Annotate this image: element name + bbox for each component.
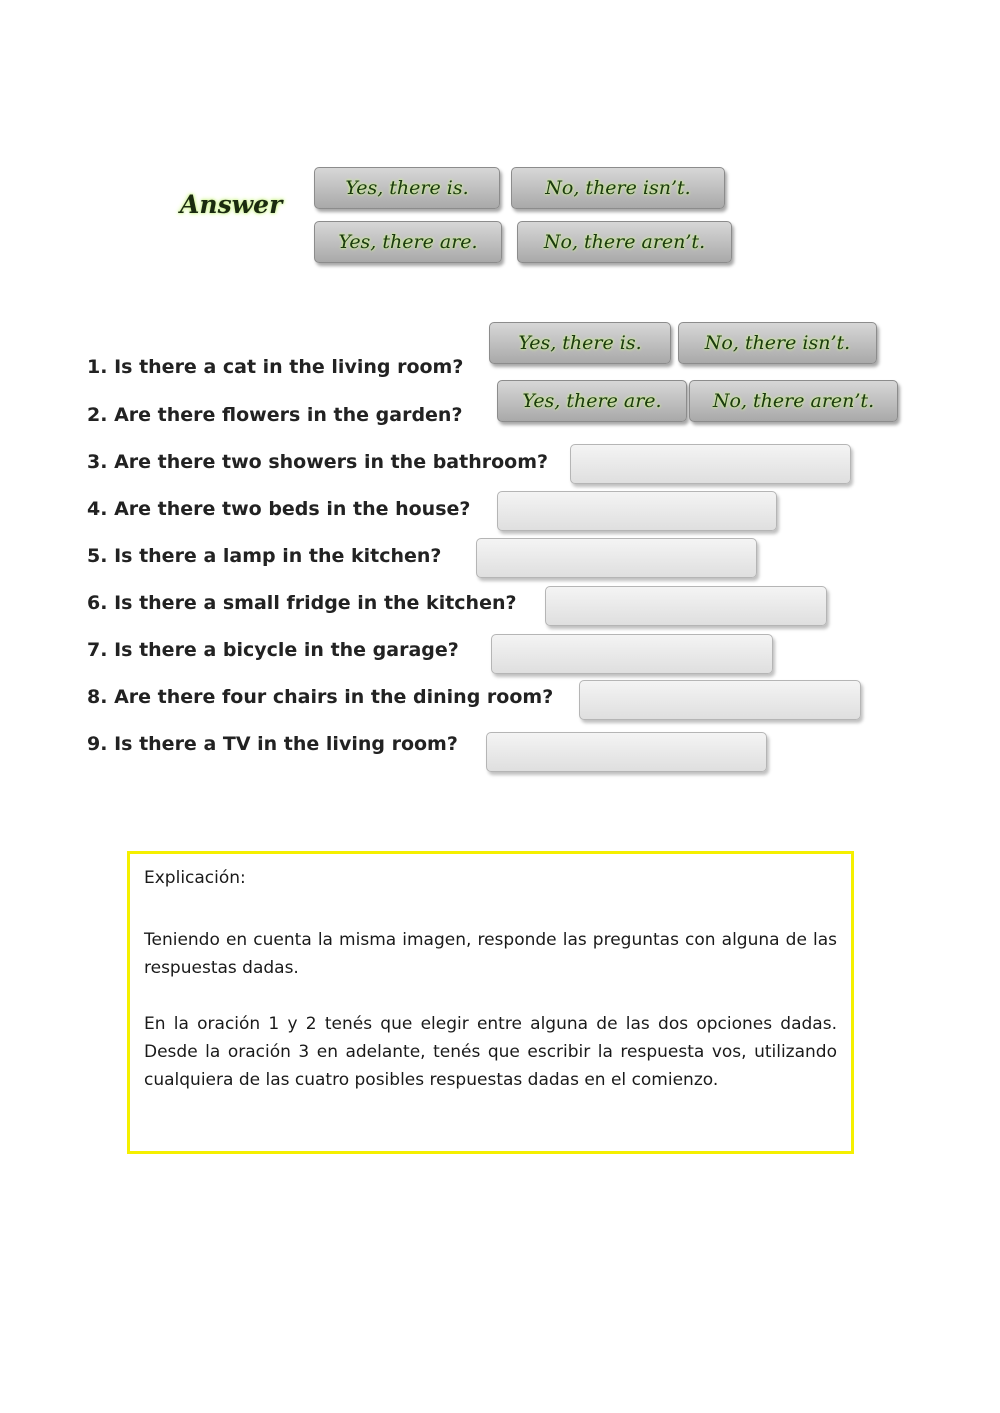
q1-choice-yes-there-is[interactable]: Yes, there is. [489,322,671,364]
question-number: 4. [87,498,108,520]
question-text: Are there two beds in the house? [114,498,471,520]
question-7 [87,639,459,661]
question-3 [87,451,548,473]
question-text: Is there a lamp in the kitchen? [114,545,442,567]
q9-answer-input[interactable] [486,732,767,772]
question-number: 9. [87,733,108,755]
question-number: 8. [87,686,108,708]
question-text: Is there a TV in the living room? [114,733,458,755]
explanation-paragraph-2: En la oración 1 y 2 tenés que elegir entre alguna de las dos opciones dadas. Desde la oración 3 en adelante, tenés que escribir la respuesta vos, utilizando cualquiera de las cuatro posibles respuestas dadas en el comienzo. [144,1014,837,1090]
question-2 [87,404,462,426]
explanation-box [127,851,854,1154]
question-text: Are there flowers in the garden? [114,404,463,426]
question-number: 6. [87,592,108,614]
question-number: 5. [87,545,108,567]
q1-choice-no-there-isnt[interactable]: No, there isn’t. [678,322,877,364]
question-text: Is there a cat in the living room? [114,356,464,378]
answer-option-no-there-arent: No, there aren’t. [517,221,732,263]
explanation-heading: Explicación: [144,868,246,888]
question-text: Is there a small fridge in the kitchen? [114,592,517,614]
question-9 [87,733,458,755]
q2-choice-yes-there-are[interactable]: Yes, there are. [497,380,687,422]
question-number: 7. [87,639,108,661]
question-8 [87,686,553,708]
answer-title: Answer [180,190,283,219]
q4-answer-input[interactable] [497,491,777,531]
q7-answer-input[interactable] [491,634,773,674]
question-number: 3. [87,451,108,473]
q8-answer-input[interactable] [579,680,861,720]
answer-option-yes-there-is: Yes, there is. [314,167,500,209]
q2-choice-no-there-arent[interactable]: No, there aren’t. [689,380,898,422]
q6-answer-input[interactable] [545,586,827,626]
question-1 [87,356,463,378]
question-text: Are there two showers in the bathroom? [114,451,549,473]
question-number: 1. [87,356,108,378]
question-text: Are there four chairs in the dining room? [114,686,554,708]
explanation-paragraph-1: Teniendo en cuenta la misma imagen, responde las preguntas con alguna de las respuestas dadas. [144,930,837,978]
answer-option-yes-there-are: Yes, there are. [314,221,502,263]
question-5 [87,545,441,567]
question-number: 2. [87,404,108,426]
q5-answer-input[interactable] [476,538,757,578]
answer-option-no-there-isnt: No, there isn’t. [511,167,725,209]
question-text: Is there a bicycle in the garage? [114,639,459,661]
question-4 [87,498,470,520]
question-6 [87,592,517,614]
q3-answer-input[interactable] [570,444,851,484]
